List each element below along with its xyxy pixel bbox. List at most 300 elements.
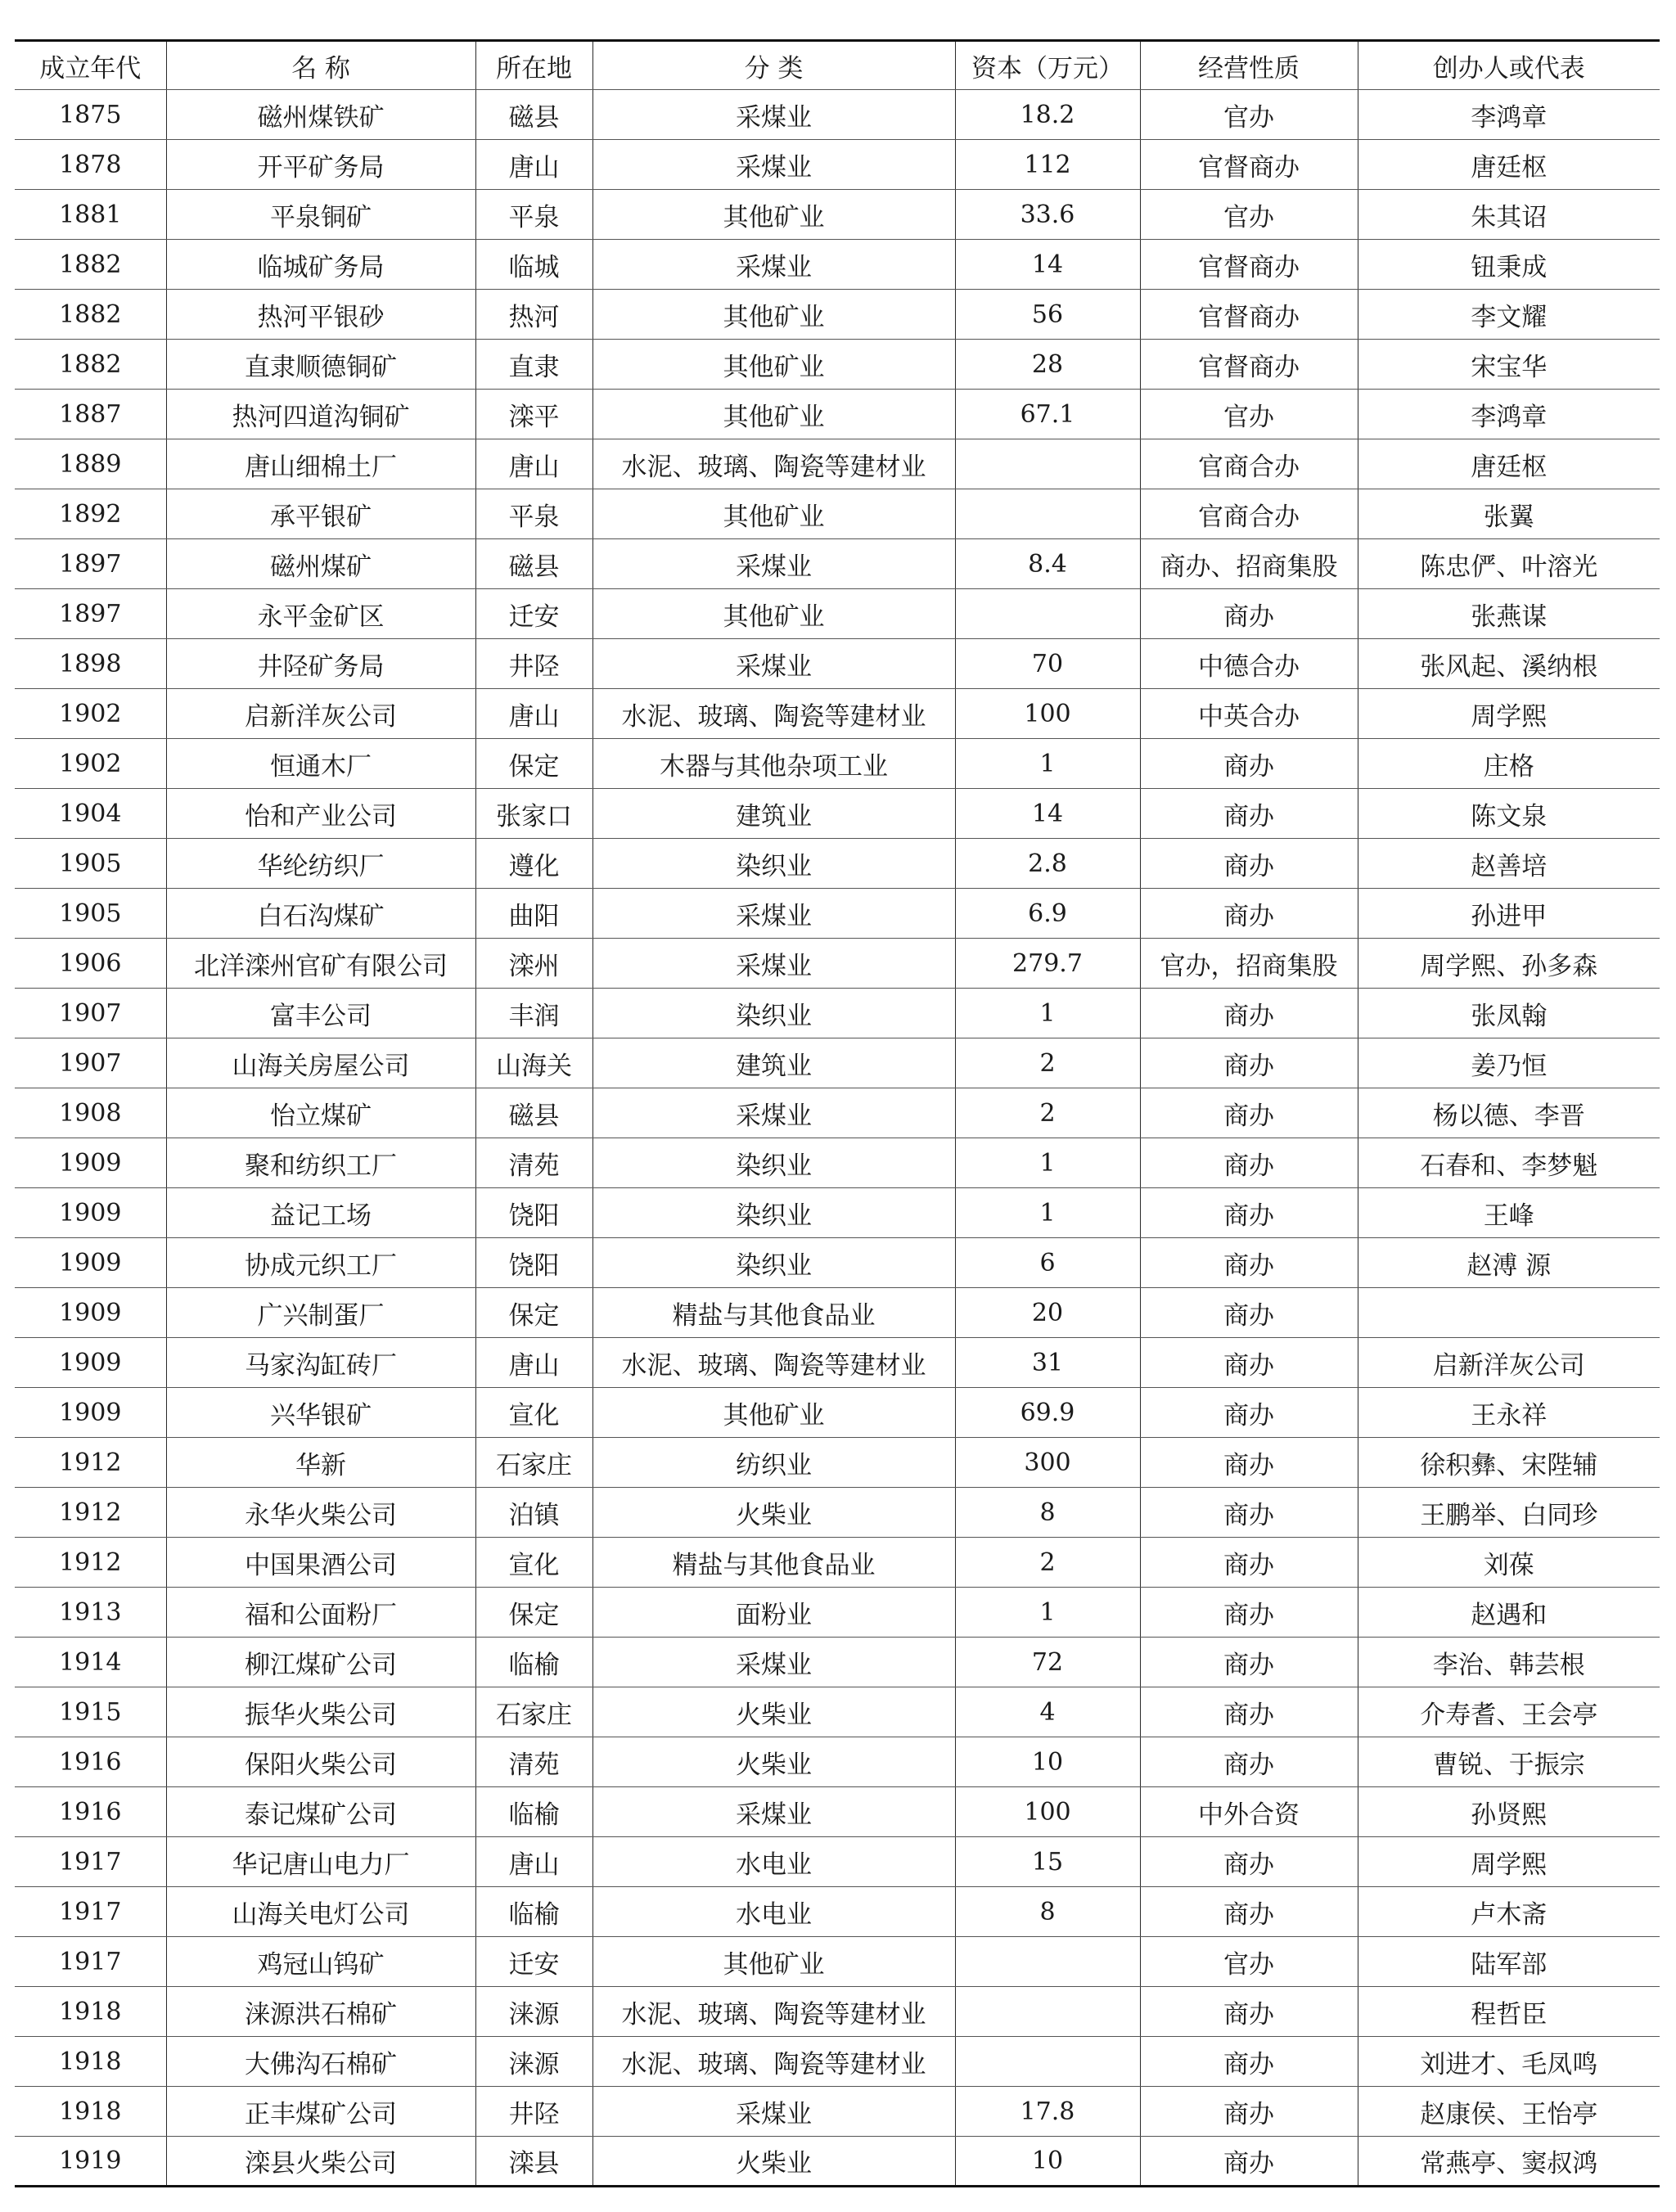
cell-management-type: 商办 [1140,2137,1358,2187]
cell-founder: 王永祥 [1358,1388,1660,1438]
cell-founder: 赵康侯、王怡亭 [1358,2087,1660,2137]
cell-capital: 18.2 [955,90,1140,140]
cell-founded-year: 1909 [15,1238,166,1288]
cell-category: 水泥、玻璃、陶瓷等建材业 [592,1987,955,2037]
cell-name: 马家沟缸砖厂 [166,1338,475,1388]
cell-founded-year: 1912 [15,1538,166,1588]
cell-category: 染织业 [592,839,955,889]
cell-founder: 唐廷枢 [1358,140,1660,190]
header-management-type: 经营性质 [1140,41,1358,90]
cell-founder: 孙进甲 [1358,889,1660,939]
cell-location: 曲阳 [475,889,592,939]
cell-founder: 李治、韩芸根 [1358,1638,1660,1687]
cell-founder: 周学熙、孙多森 [1358,939,1660,989]
table-row [15,390,1660,439]
cell-founder: 宋宝华 [1358,340,1660,390]
table-row [15,1188,1660,1238]
cell-category: 建筑业 [592,789,955,839]
cell-capital: 15 [955,1837,1140,1887]
cell-category: 染织业 [592,1238,955,1288]
cell-name: 恒通木厂 [166,739,475,789]
cell-management-type: 商办 [1140,1538,1358,1588]
cell-founded-year: 1902 [15,739,166,789]
cell-name: 涞源洪石棉矿 [166,1987,475,2037]
cell-name: 永平金矿区 [166,589,475,639]
cell-category: 水电业 [592,1887,955,1937]
cell-management-type: 中英合办 [1140,689,1358,739]
cell-name: 北洋滦州官矿有限公司 [166,939,475,989]
cell-name: 泰记煤矿公司 [166,1787,475,1837]
cell-location: 唐山 [475,439,592,489]
table-row [15,1138,1660,1188]
cell-category: 采煤业 [592,539,955,589]
cell-founder: 刘葆 [1358,1538,1660,1588]
cell-founded-year: 1907 [15,1038,166,1088]
cell-location: 丰润 [475,989,592,1038]
cell-founder: 启新洋灰公司 [1358,1338,1660,1388]
cell-management-type: 官督商办 [1140,240,1358,290]
cell-management-type: 商办 [1140,1638,1358,1687]
cell-founder: 姜乃恒 [1358,1038,1660,1088]
cell-founder: 王鹏举、白同珍 [1358,1488,1660,1538]
cell-name: 中国果酒公司 [166,1538,475,1588]
cell-category: 其他矿业 [592,489,955,539]
cell-capital: 279.7 [955,939,1140,989]
cell-name: 滦县火柴公司 [166,2137,475,2187]
cell-management-type: 商办 [1140,1338,1358,1388]
cell-category: 采煤业 [592,2087,955,2137]
cell-location: 磁县 [475,90,592,140]
table-row [15,639,1660,689]
cell-location: 保定 [475,1588,592,1638]
cell-founder: 刘进才、毛凤鸣 [1358,2037,1660,2087]
cell-management-type: 商办 [1140,1288,1358,1338]
cell-management-type: 商办 [1140,2087,1358,2137]
cell-location: 张家口 [475,789,592,839]
table-body [15,90,1660,2187]
cell-capital: 69.9 [955,1388,1140,1438]
enterprise-table-container [15,39,1660,2187]
cell-category: 采煤业 [592,1787,955,1837]
cell-name: 华记唐山电力厂 [166,1837,475,1887]
cell-founded-year: 1909 [15,1338,166,1388]
cell-location: 泊镇 [475,1488,592,1538]
cell-founded-year: 1882 [15,340,166,390]
cell-founder: 张翼 [1358,489,1660,539]
cell-location: 直隶 [475,340,592,390]
cell-founded-year: 1918 [15,2087,166,2137]
cell-name: 华新 [166,1438,475,1488]
table-row [15,739,1660,789]
table-row [15,1837,1660,1887]
cell-category: 面粉业 [592,1588,955,1638]
cell-category: 染织业 [592,989,955,1038]
cell-name: 振华火柴公司 [166,1687,475,1737]
cell-founder: 周学熙 [1358,1837,1660,1887]
cell-category: 水电业 [592,1837,955,1887]
cell-founder: 陈文泉 [1358,789,1660,839]
cell-name: 聚和纺织工厂 [166,1138,475,1188]
cell-capital: 1 [955,1188,1140,1238]
cell-founded-year: 1892 [15,489,166,539]
cell-name: 承平银矿 [166,489,475,539]
table-row [15,2037,1660,2087]
cell-category: 采煤业 [592,240,955,290]
cell-capital: 112 [955,140,1140,190]
cell-name: 平泉铜矿 [166,190,475,240]
header-category: 分 类 [592,41,955,90]
cell-founder: 周学熙 [1358,689,1660,739]
cell-location: 井陉 [475,639,592,689]
cell-name: 白石沟煤矿 [166,889,475,939]
cell-capital: 2.8 [955,839,1140,889]
cell-management-type: 商办 [1140,2037,1358,2087]
cell-location: 滦县 [475,2137,592,2187]
table-row [15,1038,1660,1088]
cell-founded-year: 1917 [15,1837,166,1887]
cell-name: 保阳火柴公司 [166,1737,475,1787]
cell-capital: 31 [955,1338,1140,1388]
cell-founded-year: 1905 [15,889,166,939]
cell-capital: 300 [955,1438,1140,1488]
cell-capital: 72 [955,1638,1140,1687]
cell-founded-year: 1897 [15,589,166,639]
cell-name: 怡和产业公司 [166,789,475,839]
cell-capital [955,489,1140,539]
cell-location: 石家庄 [475,1687,592,1737]
cell-capital: 56 [955,290,1140,340]
cell-location: 平泉 [475,190,592,240]
cell-founder: 石春和、李梦魁 [1358,1138,1660,1188]
cell-location: 保定 [475,1288,592,1338]
cell-founded-year: 1909 [15,1288,166,1338]
cell-name: 正丰煤矿公司 [166,2087,475,2137]
table-row [15,1238,1660,1288]
cell-capital: 70 [955,639,1140,689]
cell-founded-year: 1916 [15,1737,166,1787]
cell-location: 临榆 [475,1887,592,1937]
cell-location: 井陉 [475,2087,592,2137]
cell-management-type: 官办 [1140,390,1358,439]
cell-category: 采煤业 [592,1088,955,1138]
cell-category: 采煤业 [592,639,955,689]
cell-capital: 20 [955,1288,1140,1338]
cell-category: 其他矿业 [592,340,955,390]
cell-capital: 8.4 [955,539,1140,589]
cell-founder: 赵善培 [1358,839,1660,889]
cell-location: 迁安 [475,589,592,639]
cell-founded-year: 1902 [15,689,166,739]
cell-management-type: 官督商办 [1140,140,1358,190]
cell-category: 木器与其他杂项工业 [592,739,955,789]
cell-management-type: 官办，招商集股 [1140,939,1358,989]
table-row [15,939,1660,989]
cell-location: 唐山 [475,689,592,739]
cell-location: 宣化 [475,1388,592,1438]
cell-management-type: 官办 [1140,1937,1358,1987]
table-row [15,1687,1660,1737]
cell-location: 临榆 [475,1638,592,1687]
table-row [15,789,1660,839]
cell-founded-year: 1887 [15,390,166,439]
cell-name: 山海关房屋公司 [166,1038,475,1088]
cell-founder: 赵遇和 [1358,1588,1660,1638]
cell-capital: 1 [955,739,1140,789]
cell-management-type: 商办 [1140,1588,1358,1638]
cell-founder: 赵溥 源 [1358,1238,1660,1288]
cell-founded-year: 1919 [15,2137,166,2187]
cell-founder: 朱其诏 [1358,190,1660,240]
cell-management-type: 商办 [1140,589,1358,639]
header-capital: 资本（万元） [955,41,1140,90]
cell-founder: 钮秉成 [1358,240,1660,290]
cell-capital [955,1937,1140,1987]
table-row [15,1737,1660,1787]
cell-founded-year: 1915 [15,1687,166,1737]
cell-location: 宣化 [475,1538,592,1588]
cell-founded-year: 1898 [15,639,166,689]
cell-management-type: 商办 [1140,739,1358,789]
cell-founded-year: 1917 [15,1887,166,1937]
cell-category: 染织业 [592,1188,955,1238]
cell-name: 热河四道沟铜矿 [166,390,475,439]
table-row [15,439,1660,489]
cell-management-type: 商办 [1140,839,1358,889]
cell-name: 鸡冠山钨矿 [166,1937,475,1987]
cell-location: 唐山 [475,1338,592,1388]
cell-founded-year: 1905 [15,839,166,889]
cell-founder [1358,1288,1660,1338]
cell-category: 其他矿业 [592,1388,955,1438]
cell-category: 其他矿业 [592,390,955,439]
cell-location: 清苑 [475,1138,592,1188]
cell-capital: 67.1 [955,390,1140,439]
cell-founder: 李鸿章 [1358,90,1660,140]
cell-location: 滦州 [475,939,592,989]
cell-category: 火柴业 [592,1737,955,1787]
cell-founder: 张燕谋 [1358,589,1660,639]
cell-founded-year: 1875 [15,90,166,140]
cell-founded-year: 1908 [15,1088,166,1138]
table-row [15,689,1660,739]
cell-location: 唐山 [475,140,592,190]
cell-name: 华纶纺织厂 [166,839,475,889]
cell-category: 染织业 [592,1138,955,1188]
table-row [15,240,1660,290]
table-row [15,1638,1660,1687]
cell-location: 磁县 [475,1088,592,1138]
cell-name: 大佛沟石棉矿 [166,2037,475,2087]
cell-management-type: 官督商办 [1140,290,1358,340]
table-header [15,41,1660,90]
cell-management-type: 官商合办 [1140,439,1358,489]
cell-capital: 4 [955,1687,1140,1737]
table-row [15,1937,1660,1987]
cell-founder: 庄格 [1358,739,1660,789]
cell-capital [955,2037,1140,2087]
cell-location: 饶阳 [475,1238,592,1288]
cell-category: 采煤业 [592,1638,955,1687]
cell-capital: 14 [955,789,1140,839]
cell-location: 磁县 [475,539,592,589]
cell-location: 石家庄 [475,1438,592,1488]
table-row [15,1288,1660,1338]
cell-location: 临榆 [475,1787,592,1837]
cell-management-type: 商办 [1140,1687,1358,1737]
enterprise-table [15,39,1660,2187]
cell-location: 清苑 [475,1737,592,1787]
cell-capital: 100 [955,689,1140,739]
cell-founder: 孙贤熙 [1358,1787,1660,1837]
cell-category: 纺织业 [592,1438,955,1488]
cell-management-type: 商办 [1140,1837,1358,1887]
cell-capital: 14 [955,240,1140,290]
table-row [15,889,1660,939]
table-row [15,1987,1660,2037]
cell-management-type: 商办 [1140,1987,1358,2037]
header-location: 所在地 [475,41,592,90]
table-row [15,1388,1660,1438]
cell-name: 临城矿务局 [166,240,475,290]
cell-name: 直隶顺德铜矿 [166,340,475,390]
cell-location: 涞源 [475,1987,592,2037]
cell-management-type: 商办 [1140,1438,1358,1488]
cell-name: 磁州煤矿 [166,539,475,589]
table-row [15,1488,1660,1538]
table-row [15,489,1660,539]
cell-location: 饶阳 [475,1188,592,1238]
cell-capital: 10 [955,1737,1140,1787]
cell-founder: 程哲臣 [1358,1987,1660,2037]
cell-founder: 介寿耆、王会亭 [1358,1687,1660,1737]
cell-capital: 1 [955,1588,1140,1638]
cell-capital: 6.9 [955,889,1140,939]
cell-name: 兴华银矿 [166,1388,475,1438]
cell-category: 采煤业 [592,90,955,140]
table-row [15,140,1660,190]
cell-management-type: 商办 [1140,1388,1358,1438]
table-row [15,340,1660,390]
table-row [15,589,1660,639]
cell-name: 广兴制蛋厂 [166,1288,475,1338]
cell-founded-year: 1914 [15,1638,166,1687]
cell-founder: 王峰 [1358,1188,1660,1238]
cell-management-type: 官商合办 [1140,489,1358,539]
cell-management-type: 商办 [1140,789,1358,839]
cell-management-type: 商办 [1140,1737,1358,1787]
cell-founded-year: 1913 [15,1588,166,1638]
cell-founded-year: 1912 [15,1438,166,1488]
cell-capital [955,589,1140,639]
cell-capital: 2 [955,1538,1140,1588]
cell-location: 山海关 [475,1038,592,1088]
cell-capital [955,1987,1140,2037]
cell-management-type: 商办 [1140,1038,1358,1088]
cell-founded-year: 1906 [15,939,166,989]
cell-category: 水泥、玻璃、陶瓷等建材业 [592,439,955,489]
cell-founded-year: 1882 [15,290,166,340]
cell-capital: 10 [955,2137,1140,2187]
cell-name: 开平矿务局 [166,140,475,190]
cell-location: 遵化 [475,839,592,889]
cell-location: 迁安 [475,1937,592,1987]
cell-category: 采煤业 [592,140,955,190]
cell-founded-year: 1918 [15,1987,166,2037]
cell-category: 火柴业 [592,2137,955,2187]
cell-category: 精盐与其他食品业 [592,1288,955,1338]
cell-name: 热河平银砂 [166,290,475,340]
cell-founded-year: 1918 [15,2037,166,2087]
cell-name: 协成元织工厂 [166,1238,475,1288]
cell-capital: 100 [955,1787,1140,1837]
cell-founded-year: 1916 [15,1787,166,1837]
cell-capital [955,439,1140,489]
cell-category: 火柴业 [592,1488,955,1538]
table-row [15,190,1660,240]
cell-founder: 陆军部 [1358,1937,1660,1987]
table-row [15,989,1660,1038]
cell-capital: 1 [955,1138,1140,1188]
cell-name: 磁州煤铁矿 [166,90,475,140]
table-row [15,1338,1660,1388]
cell-founder: 杨以德、李晋 [1358,1088,1660,1138]
table-row [15,1438,1660,1488]
cell-management-type: 商办、招商集股 [1140,539,1358,589]
cell-management-type: 商办 [1140,1188,1358,1238]
cell-founder: 李鸿章 [1358,390,1660,439]
cell-capital: 1 [955,989,1140,1038]
cell-capital: 28 [955,340,1140,390]
cell-capital: 17.8 [955,2087,1140,2137]
cell-name: 唐山细棉土厂 [166,439,475,489]
cell-name: 柳江煤矿公司 [166,1638,475,1687]
table-row [15,1887,1660,1937]
cell-capital: 2 [955,1088,1140,1138]
cell-founder: 卢木斋 [1358,1887,1660,1937]
cell-category: 其他矿业 [592,1937,955,1987]
cell-capital: 8 [955,1887,1140,1937]
cell-name: 益记工场 [166,1188,475,1238]
cell-category: 其他矿业 [592,290,955,340]
cell-management-type: 商办 [1140,889,1358,939]
cell-management-type: 中德合办 [1140,639,1358,689]
cell-category: 水泥、玻璃、陶瓷等建材业 [592,689,955,739]
cell-founder: 唐廷枢 [1358,439,1660,489]
cell-founded-year: 1881 [15,190,166,240]
cell-founder: 常燕亭、窦叔鸿 [1358,2137,1660,2187]
cell-founded-year: 1878 [15,140,166,190]
cell-location: 平泉 [475,489,592,539]
table-row [15,539,1660,589]
cell-capital: 33.6 [955,190,1140,240]
header-founded-year: 成立年代 [15,41,166,90]
cell-category: 采煤业 [592,939,955,989]
cell-founder: 陈忠俨、叶溶光 [1358,539,1660,589]
header-founder: 创办人或代表 [1358,41,1660,90]
cell-capital: 8 [955,1488,1140,1538]
cell-category: 建筑业 [592,1038,955,1088]
cell-category: 火柴业 [592,1687,955,1737]
cell-name: 永华火柴公司 [166,1488,475,1538]
table-row [15,2087,1660,2137]
cell-name: 启新洋灰公司 [166,689,475,739]
header-row [15,41,1660,90]
cell-founder: 曹锐、于振宗 [1358,1737,1660,1787]
table-row [15,1538,1660,1588]
cell-category: 水泥、玻璃、陶瓷等建材业 [592,1338,955,1388]
cell-name: 福和公面粉厂 [166,1588,475,1638]
cell-founder: 徐积彝、宋陛辅 [1358,1438,1660,1488]
